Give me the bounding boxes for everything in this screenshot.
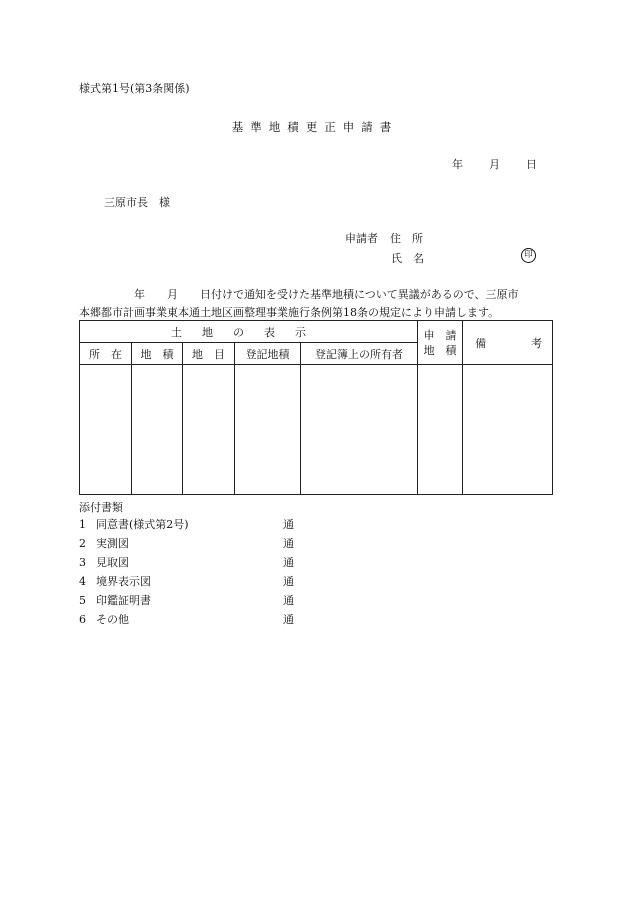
- document-title: 基準地積更正申請書: [231, 120, 399, 134]
- land-display-table: [79, 320, 553, 495]
- column-header-location: 所 在: [80, 343, 132, 365]
- table-cell-area[interactable]: [132, 365, 183, 495]
- date-month-label: 月: [489, 158, 500, 171]
- column-header-area: 地 積: [132, 343, 183, 365]
- list-item: 5 印鑑証明書 通: [79, 594, 294, 607]
- date-year-label: 年: [452, 158, 463, 171]
- table-cell-land-category[interactable]: [183, 365, 235, 495]
- attachments-list: [79, 515, 309, 629]
- attachments-title: 添付書類: [79, 501, 123, 514]
- applicant-address-label: 住 所: [390, 232, 423, 245]
- application-date: [452, 156, 537, 172]
- table-cell-location[interactable]: [80, 365, 132, 495]
- applicant-address-row: [345, 230, 423, 246]
- date-day-label: 日: [526, 158, 537, 171]
- column-header-registered-area: 登記地積: [235, 343, 301, 365]
- list-item: 3 見取図 通: [79, 556, 294, 569]
- addressee: 三原市長 様: [104, 196, 170, 209]
- table-cell-registered-owner[interactable]: [301, 365, 418, 495]
- list-item: 4 境界表示図 通: [79, 575, 294, 588]
- list-item: 2 実測図 通: [79, 537, 294, 550]
- form-number: 様式第1号(第3条関係): [79, 82, 190, 95]
- column-header-land-category: 地 目: [183, 343, 235, 365]
- list-item: 1 同意書(様式第2号) 通: [79, 518, 294, 531]
- body-text-line-1: 年 月 日付けで通知を受けた基準地積について異議があるので、三原市: [79, 288, 519, 301]
- applied-area-header: 申 請 地 積: [418, 321, 463, 365]
- table-cell-registered-area[interactable]: [235, 365, 301, 495]
- land-display-header: 土地の表示: [80, 321, 418, 343]
- applicant-heading: 申請者: [345, 232, 378, 245]
- table-cell-remarks[interactable]: [463, 365, 553, 495]
- remarks-header: 備 考: [463, 321, 553, 365]
- seal-mark: 印: [521, 248, 536, 263]
- body-text-line-2: 本郷都市計画事業東本通土地区画整理事業施行条例第18条の規定により申請します。: [79, 306, 500, 319]
- list-item: 6 その他 通: [79, 613, 294, 626]
- column-header-registered-owner: 登記簿上の所有者: [301, 343, 418, 365]
- table-row: [80, 365, 553, 495]
- applicant-name-label: 氏 名: [391, 252, 424, 265]
- table-cell-applied-area[interactable]: [418, 365, 463, 495]
